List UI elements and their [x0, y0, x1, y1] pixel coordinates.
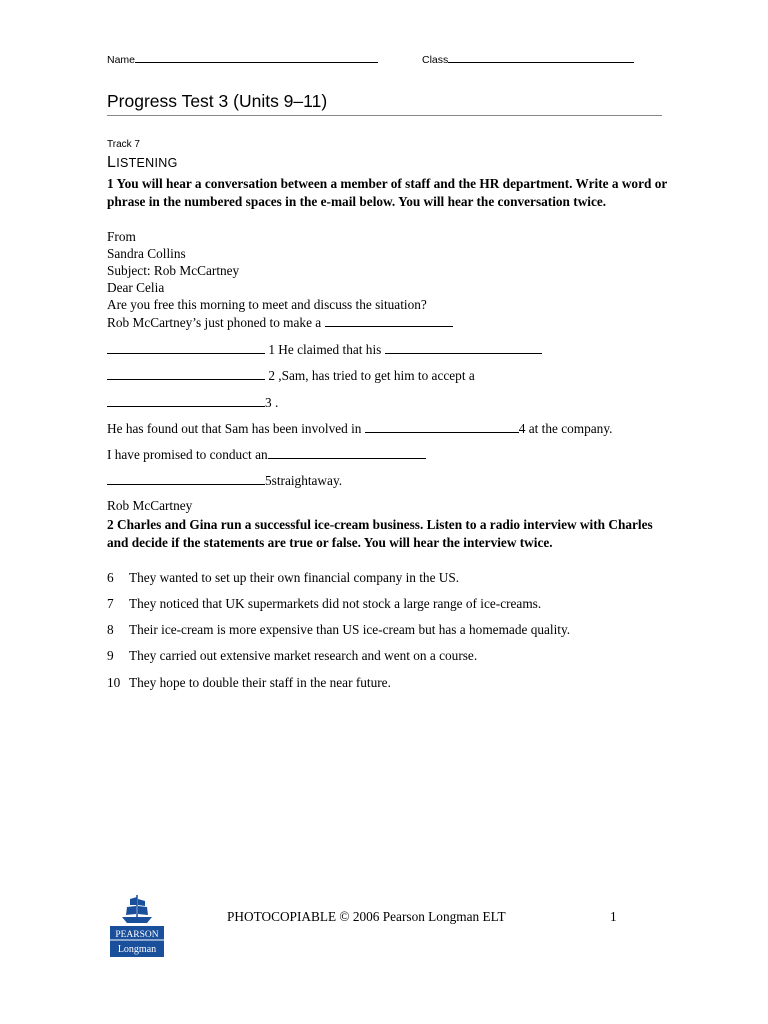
statement-item	[107, 621, 570, 638]
statement-item	[107, 647, 477, 664]
gap-5-blank[interactable]	[107, 472, 265, 485]
statement-number: 6	[107, 570, 114, 585]
title-divider	[107, 115, 662, 116]
email-line-phoned-text: Rob McCartney’s just phoned to make a	[107, 315, 322, 330]
section-heading-rest: ISTENING	[116, 156, 178, 170]
gap-5-line	[107, 472, 342, 489]
gap-4-text: 4 at the company.	[518, 421, 613, 436]
gap-1-blank[interactable]	[107, 341, 265, 354]
gap-1-text: 1 He claimed that his	[265, 342, 382, 357]
gap-2-lead-blank[interactable]	[385, 341, 542, 354]
statement-number: 7	[107, 596, 114, 611]
gap-4-blank[interactable]	[365, 420, 519, 433]
page-number: 1	[610, 909, 617, 924]
email-subject: Subject: Rob McCartney	[107, 263, 240, 278]
class-field	[422, 53, 634, 66]
name-field	[107, 53, 378, 66]
gap-2-blank[interactable]	[107, 367, 265, 380]
gap-3-blank[interactable]	[107, 394, 265, 407]
class-label: Class	[422, 54, 449, 66]
exercise2-instructions: 2 Charles and Gina run a successful ice-cream business. Listen to a radio interview with Charles and decide if the statements are true or false. You will hear the interview twice.	[107, 517, 653, 550]
statement-number: 10	[107, 675, 121, 690]
statement-item	[107, 674, 391, 691]
name-blank[interactable]	[135, 53, 378, 63]
section-heading-initial: L	[107, 154, 117, 171]
section-heading	[107, 154, 178, 172]
copyright-notice: PHOTOCOPIABLE © 2006 Pearson Longman ELT	[227, 909, 506, 924]
name-label: Name	[107, 54, 136, 66]
statement-item	[107, 595, 541, 612]
email-greeting: Dear Celia	[107, 280, 165, 295]
statement-number: 9	[107, 648, 114, 663]
gap-4-lead-text: He has found out that Sam has been involved in	[107, 421, 362, 436]
ship-icon	[110, 893, 164, 957]
statement-text: They wanted to set up their own financial company in the US.	[129, 570, 460, 585]
statement-text: They hope to double their staff in the near future.	[129, 675, 391, 690]
email-question: Are you free this morning to meet and discuss the situation?	[107, 297, 427, 312]
gap-5-lead-blank[interactable]	[268, 446, 426, 459]
statement-number: 8	[107, 622, 114, 637]
statement-text: They carried out extensive market research and went on a course.	[129, 648, 478, 663]
class-blank[interactable]	[448, 53, 634, 63]
gap-5-lead-text: I have promised to conduct an	[107, 447, 268, 462]
gap-3-text: 3 .	[265, 395, 279, 410]
email-signoff: Rob McCartney	[107, 498, 193, 513]
email-from-label: From	[107, 229, 136, 244]
gap-3-line	[107, 394, 278, 411]
statement-text: Their ice-cream is more expensive than US ice-cream but has a homemade quality.	[129, 622, 571, 637]
statement-text: They noticed that UK supermarkets did not stock a large range of ice-creams.	[129, 596, 542, 611]
gap-4-line	[107, 420, 612, 437]
gap-2-text: 2 ,Sam, has tried to get him to accept a	[265, 368, 475, 383]
logo-top-text: PEARSON	[115, 930, 159, 940]
gap-1-line	[107, 341, 542, 358]
pearson-longman-logo	[110, 893, 164, 957]
exercise1-instructions: 1 You will hear a conversation between a member of staff and the HR department. Write a word or phrase in the numbered spaces in the e-mail below. You will hear the conversation twice.	[107, 176, 668, 209]
gap-5-lead-line	[107, 446, 426, 463]
statement-item	[107, 569, 459, 586]
logo-bottom-text: Longman	[117, 944, 157, 955]
email-from-name: Sandra Collins	[107, 246, 186, 261]
gap-2-line	[107, 367, 475, 384]
page-title: Progress Test 3 (Units 9–11)	[107, 91, 328, 111]
email-line-phoned	[107, 314, 453, 331]
gap-5-text: 5straightaway.	[265, 473, 343, 488]
track-label: Track 7	[107, 139, 140, 150]
gap-blank[interactable]	[325, 314, 453, 327]
